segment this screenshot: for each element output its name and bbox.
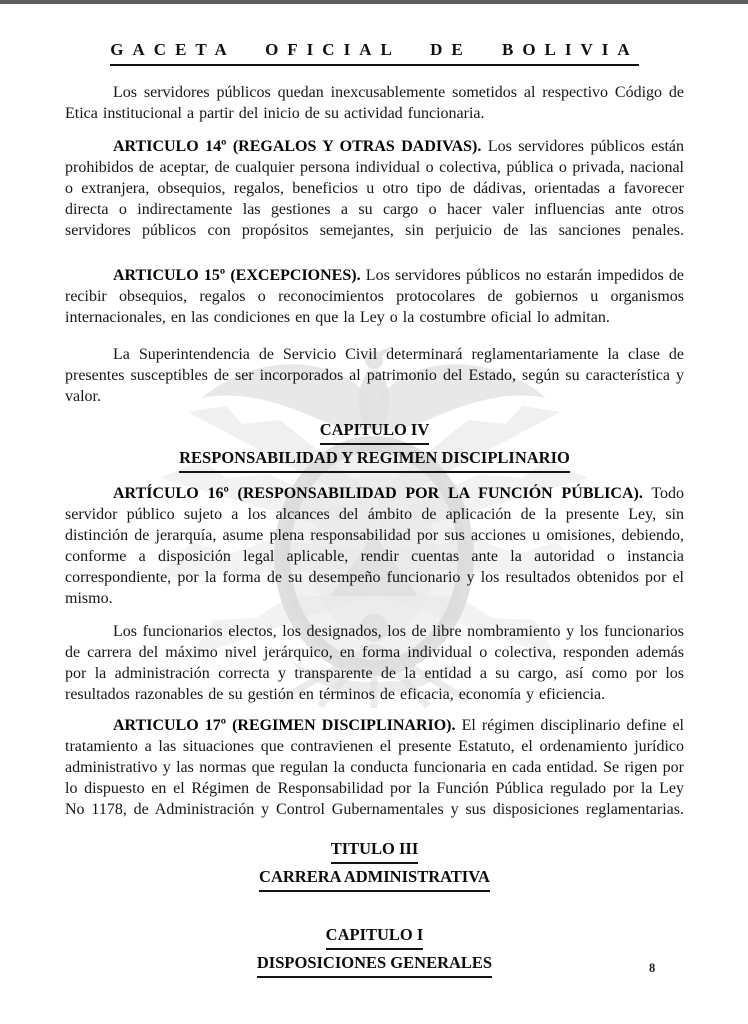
chapter-heading-capitulo-i <box>65 922 684 978</box>
paragraph-superintendencia: La Superintendencia de Servicio Civil determinará reglamentariamente la clase de presentes susceptibles de ser incorporados al patrimonio del Estado, según su característica y valor. <box>65 346 684 405</box>
capitulo-iv-label: CAPITULO IV <box>320 417 430 445</box>
capitulo-iv-subtitle: RESPONSABILIDAD Y REGIMEN DISCIPLINARIO <box>179 445 570 473</box>
masthead <box>65 40 684 66</box>
article-15 <box>65 265 684 328</box>
article-17 <box>65 715 684 820</box>
heading-line <box>65 417 684 445</box>
article-14 <box>65 136 684 241</box>
titulo-iii-subtitle: CARRERA ADMINISTRATIVA <box>259 864 490 892</box>
heading-line <box>65 922 684 950</box>
article-17-text: El régimen disciplinario define el tratamiento a las situaciones que contravienen el presente Estatuto, el ordenamiento jurídico administrativo y las normas que regulan la conducta funcionaria en cada entidad. Se rigen por lo dispuesto en el Régimen de Responsabilidad por la Función Pública regulado por la Ley No 1178, de Administración y Control Gubernamentales y sus disposiciones reglamentarias. <box>65 717 684 818</box>
capitulo-i-label: CAPITULO I <box>326 922 424 950</box>
page-number: 8 <box>649 961 656 975</box>
chapter-heading-capitulo-iv <box>65 417 684 473</box>
masthead-title: GACETA OFICIAL DE BOLIVIA <box>110 40 638 66</box>
article-16-text: Todo servidor público sujeto a los alcances del ámbito de aplicación de la presente Ley, sin distinción de jerarquía, asume plena responsabilidad por sus acciones u omisiones, debiendo, conforme a disposición legal aplicable, rendir cuentas ante la autoridad o instancia correspondiente, por la forma de su desempeño funcionario y los resultados obtenidos por el mismo. <box>65 485 684 607</box>
article-14-text: Los servidores públicos están prohibidos de aceptar, de cualquier persona individual o colectiva, pública o privada, nacional o extranjera, obsequios, regalos, beneficios u otro tipo de dádivas, orientadas a favorecer directa o indirectamente las gestiones a su cargo o hacer valer influencias ante otros servidores públicos con propósitos semejantes, sin perjuicio de las sanciones penales. <box>65 138 684 239</box>
heading-line <box>65 950 684 978</box>
paragraph-intro: Los servidores públicos quedan inexcusablemente sometidos al respectivo Código de Etica institucional a partir del inicio de su actividad funcionaria. <box>65 84 684 122</box>
article-16-heading: ARTÍCULO 16º (RESPONSABILIDAD POR LA FUNCIÓN PÚBLICA). <box>113 485 643 502</box>
article-15-heading: ARTICULO 15º (EXCEPCIONES). <box>113 267 361 284</box>
titulo-iii-label: TITULO III <box>331 836 419 864</box>
capitulo-i-subtitle: DISPOSICIONES GENERALES <box>257 950 492 978</box>
article-16 <box>65 483 684 609</box>
article-15-text: Los servidores públicos no estarán impedidos de recibir obsequios, regalos o reconocimientos protocolares de gobiernos u organismos internacionales, en las condiciones en que la Ley o la costumbre oficial lo admitan. <box>65 267 685 326</box>
paragraph-funcionarios: Los funcionarios electos, los designados, los de libre nombramiento y los funcionarios de carrera del máximo nivel jerárquico, en forma individual o colectiva, responden además por la administración correcta y transparente de la entidad a su cargo, así como por los resultados razonables de su gestión en términos de eficacia, economía y eficiencia. <box>65 623 684 703</box>
title-heading-titulo-iii <box>65 836 684 892</box>
heading-line <box>65 836 684 864</box>
article-17-heading: ARTICULO 17º (REGIMEN DISCIPLINARIO). <box>113 717 456 734</box>
article-14-heading: ARTICULO 14º (REGALOS Y OTRAS DADIVAS). <box>113 138 482 155</box>
heading-line <box>65 864 684 892</box>
scan-edge-strip <box>0 0 748 4</box>
heading-line <box>65 445 684 473</box>
